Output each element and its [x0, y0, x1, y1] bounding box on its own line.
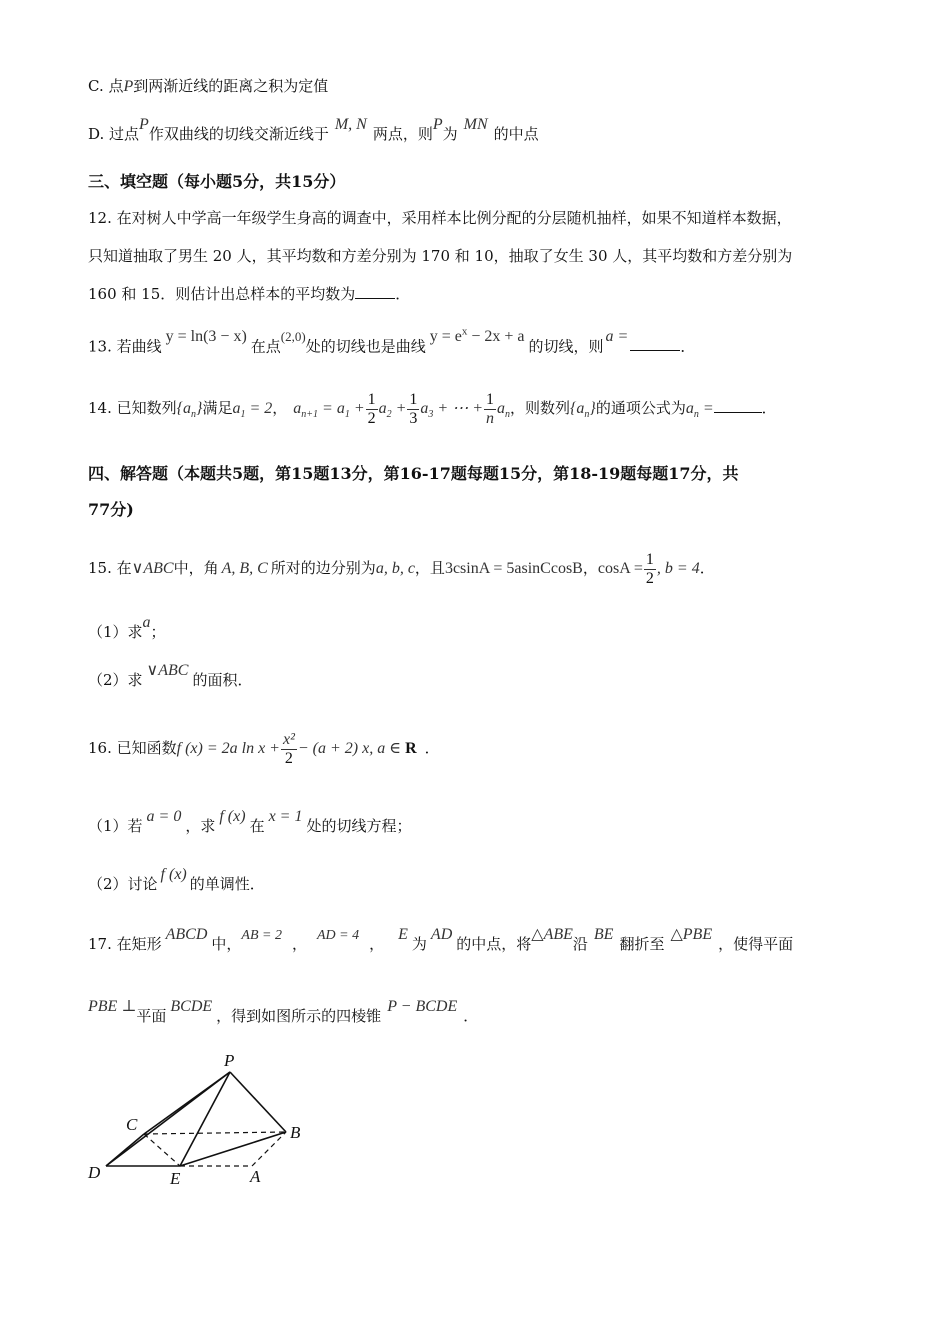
answer-blank[interactable]	[630, 350, 680, 351]
q16-number: 16. 已知函数	[88, 739, 177, 757]
frac-num: 1	[409, 390, 418, 408]
math-seq2-sub: n	[584, 409, 590, 421]
math-angles: A, B, C	[221, 560, 268, 577]
q17-plane-word: 平面	[136, 1007, 167, 1025]
math-ab: AB = 2	[241, 928, 282, 943]
q13	[88, 326, 696, 357]
option-c-rest: 到两渐近线的距离之积为定值	[133, 77, 329, 95]
math-curve2-exp: x	[461, 326, 468, 338]
math-seq-close: }	[196, 400, 203, 417]
q15-and: ，且	[414, 559, 445, 577]
fraction-1-2	[366, 391, 378, 428]
edge-dc	[106, 1134, 144, 1166]
frac-num: x²	[282, 730, 295, 748]
section-4-title-line2: 77分)	[88, 500, 134, 519]
q15-sides-text: 所对的边分别为	[270, 559, 376, 577]
label-c: C	[126, 1115, 138, 1134]
frac-den: 3	[409, 409, 418, 427]
label-b: B	[290, 1123, 301, 1142]
q14-then: ，则数列	[510, 399, 571, 417]
math-a2: a	[378, 400, 387, 417]
q16-part1-mid: ，求	[185, 817, 216, 835]
math-tri: ∨ABC	[146, 662, 189, 679]
q16-part2-text: （2）讨论	[88, 875, 158, 893]
label-p: P	[224, 1051, 235, 1070]
q15-comma: ，	[582, 559, 598, 577]
math-tri: ∨ABC	[131, 560, 174, 577]
q15-part2-end: 的面积．	[192, 671, 253, 689]
q15-mid: 中，角	[173, 559, 219, 577]
q16-part1-text: （1）若	[88, 817, 143, 835]
fraction-1-3	[407, 391, 419, 428]
q16	[88, 720, 440, 777]
q17-obtain: ，得到如图所示的四棱锥	[216, 1007, 382, 1025]
math-sides: a, b, c	[375, 560, 415, 577]
math-rec-eq: = a	[318, 400, 345, 417]
math-point: (2,0)	[280, 329, 306, 345]
q17-line2	[88, 998, 479, 1027]
q16-period: ．	[424, 739, 440, 757]
q16-part1-end: 处的切线方程；	[306, 817, 412, 835]
q15	[88, 540, 715, 597]
edge-cb	[144, 1132, 286, 1134]
q12-line3	[88, 284, 410, 304]
q14-satisfy: 满足	[202, 399, 233, 417]
option-d-end: 的中点	[493, 125, 539, 143]
label-e: E	[170, 1169, 181, 1188]
q16-part2	[88, 866, 265, 895]
q14: 14. 已知数列$\{a_n\}$满足$a_1 = 2$， $a_{n+1} = a_1$ + $\frac{1}{2}$ $a_2$ + $\frac{1}{3}$ $a_3$ + ⋯ + $\frac{1}{n}$ $a_n$，则数列$\{a_n\}$的通项公式为$a_n$ = ．	[88, 390, 777, 427]
math-p: P	[123, 78, 134, 95]
q12-line2: 只知道抽取了男生 20 人，其平均数和方差分别为 170 和 10，抽取了女生 30 人，其平均数和方差分别为	[88, 247, 793, 265]
q13-end: 的切线，则	[528, 337, 604, 356]
math-b: , b = 4	[656, 560, 700, 577]
q17-period: ．	[463, 1007, 479, 1025]
math-dots: + ⋯ +	[433, 400, 483, 417]
frac-den: 2	[367, 409, 376, 427]
math-a-eq: a =	[605, 328, 629, 346]
q15-part1-end: ；	[150, 623, 166, 641]
math-mn2: MN	[463, 116, 488, 133]
edge-pc	[144, 1072, 230, 1134]
q11-option-c	[88, 76, 328, 97]
math-cos: cosA =	[597, 560, 643, 577]
frac-num: 1	[645, 550, 654, 568]
math-a1: a	[232, 400, 241, 417]
q17-is: 为	[411, 935, 427, 953]
q11-option-d	[88, 116, 539, 145]
frac-num: 1	[367, 390, 376, 408]
math-f-lhs: f (x) = 2a ln x +	[176, 740, 280, 757]
math-p: P	[139, 116, 149, 133]
q13-mid: 处的切线也是曲线	[305, 337, 426, 356]
math-rec-a1-sub: 1	[344, 409, 350, 421]
q17-fold: 翻折至	[619, 935, 665, 953]
q15-part1-text: （1）求	[88, 623, 143, 641]
pyramid-figure	[80, 1048, 320, 1188]
math-be: BE	[593, 926, 614, 943]
math-a-eq-0: a = 0	[146, 808, 182, 825]
math-an-sub: n	[505, 409, 510, 421]
section-3-title: 三、填空题（每小题5分，共15分）	[88, 172, 346, 191]
answer-blank[interactable]	[714, 412, 762, 413]
option-c-text: C. 点	[88, 77, 124, 95]
math-plane2: BCDE	[170, 998, 213, 1015]
q14-comma: ，	[272, 399, 288, 417]
q17-make: ，使得平面	[718, 935, 794, 953]
math-a3: a	[420, 400, 429, 417]
math-rec-lhs-sub: n+1	[301, 409, 319, 421]
option-d-mid2: 两点，则	[372, 125, 433, 143]
math-curve2-rest: − 2x + a	[467, 328, 525, 346]
math-pyramid: P − BCDE	[387, 998, 458, 1015]
math-an2-sub: n	[693, 409, 699, 421]
math-a: a	[142, 614, 151, 631]
frac-den: n	[486, 409, 494, 427]
math-an: a	[497, 400, 505, 417]
option-d-mid3: 为	[442, 125, 458, 143]
q17-along: 沿	[572, 935, 588, 953]
label-d: D	[88, 1163, 101, 1182]
label-a: A	[250, 1167, 261, 1186]
q17-number: 17. 在矩形	[88, 935, 162, 953]
q15-period: ．	[699, 559, 715, 577]
answer-blank[interactable]	[355, 298, 395, 299]
edge-pb	[230, 1072, 286, 1132]
math-a1-eq: = 2	[245, 400, 273, 417]
q15-number: 15. 在	[88, 559, 132, 577]
math-a2-sub: 2	[386, 409, 392, 421]
math-f-rhs: − (a + 2) x, a ∈	[297, 740, 406, 757]
option-d-text: D. 过点	[88, 125, 140, 143]
q16-part1-at: 在	[249, 817, 265, 835]
q17-in: 中，	[211, 935, 242, 953]
q13-at: 在点	[250, 337, 281, 356]
q14-number: 14. 已知数列	[88, 399, 177, 417]
q15-part2	[88, 662, 253, 691]
q16-part2-end: 的单调性．	[189, 875, 265, 893]
fraction-1-n	[484, 391, 496, 428]
math-plus: +	[349, 400, 365, 417]
math-pbe: △PBE	[670, 926, 713, 943]
math-ad2: AD	[430, 926, 453, 943]
math-ad: AD = 4	[317, 928, 360, 943]
math-seq-sub: n	[191, 409, 197, 421]
q17-comma1: ，	[291, 935, 307, 953]
option-d-mid: 作双曲线的切线交渐近线于	[148, 125, 329, 143]
math-f: f (x)	[160, 866, 187, 883]
math-p2: P	[432, 116, 443, 133]
math-abe: △ABE	[531, 926, 573, 943]
math-curve1: y = ln(3 − x)	[165, 328, 247, 346]
math-an2-eq: =	[698, 400, 714, 417]
math-x-eq-1: x = 1	[268, 808, 303, 825]
math-e: E	[398, 926, 408, 943]
math-an2: a	[685, 400, 694, 417]
edge-ce	[144, 1134, 180, 1166]
math-plane1: PBE ⊥	[88, 998, 137, 1015]
frac-den: 2	[645, 569, 654, 587]
math-curve2: y = e	[429, 328, 462, 346]
math-rect: ABCD	[165, 926, 208, 943]
math-f: f (x)	[219, 808, 246, 825]
q12-period: ．	[395, 285, 411, 303]
q13-number: 13. 若曲线	[88, 337, 162, 356]
q15-part2-text: （2）求	[88, 671, 143, 689]
math-mn: M, N	[334, 116, 367, 133]
q14-period: ．	[761, 399, 777, 417]
q15-part1	[88, 614, 166, 643]
fraction-1-2	[644, 551, 656, 588]
math-a3-sub: 3	[428, 409, 434, 421]
frac-num: 1	[486, 390, 494, 408]
math-rec-lhs: a	[293, 400, 302, 417]
q17-line1	[88, 926, 794, 956]
math-a1-sub: 1	[240, 409, 246, 421]
q17-comma2: ，	[369, 935, 385, 953]
math-seq2: {a	[570, 400, 585, 417]
q16-part1	[88, 808, 412, 837]
q12-line1: 12. 在对树人中学高一年级学生身高的调查中，采用样本比例分配的分层随机抽样，如果不知道样本数据，	[88, 209, 792, 227]
fraction-x2-2	[281, 731, 297, 768]
q14-formula: 的通项公式为	[595, 399, 686, 417]
math-equation: 3csinA = 5asinCcosB	[444, 560, 583, 577]
math-seq2-close: }	[589, 400, 596, 417]
q12-line3-text: 160 和 15．则估计出总样本的平均数为	[88, 285, 356, 303]
section-4-title-line1: 四、解答题（本题共5题，第15题13分，第16-17题每题15分，第18-19题每题17分，共	[88, 464, 739, 483]
math-real-set: R	[405, 740, 417, 757]
q13-period: ．	[680, 337, 696, 356]
q17-mid: 的中点，将	[456, 935, 532, 953]
math-seq: {a	[176, 400, 192, 417]
frac-den: 2	[284, 749, 293, 767]
